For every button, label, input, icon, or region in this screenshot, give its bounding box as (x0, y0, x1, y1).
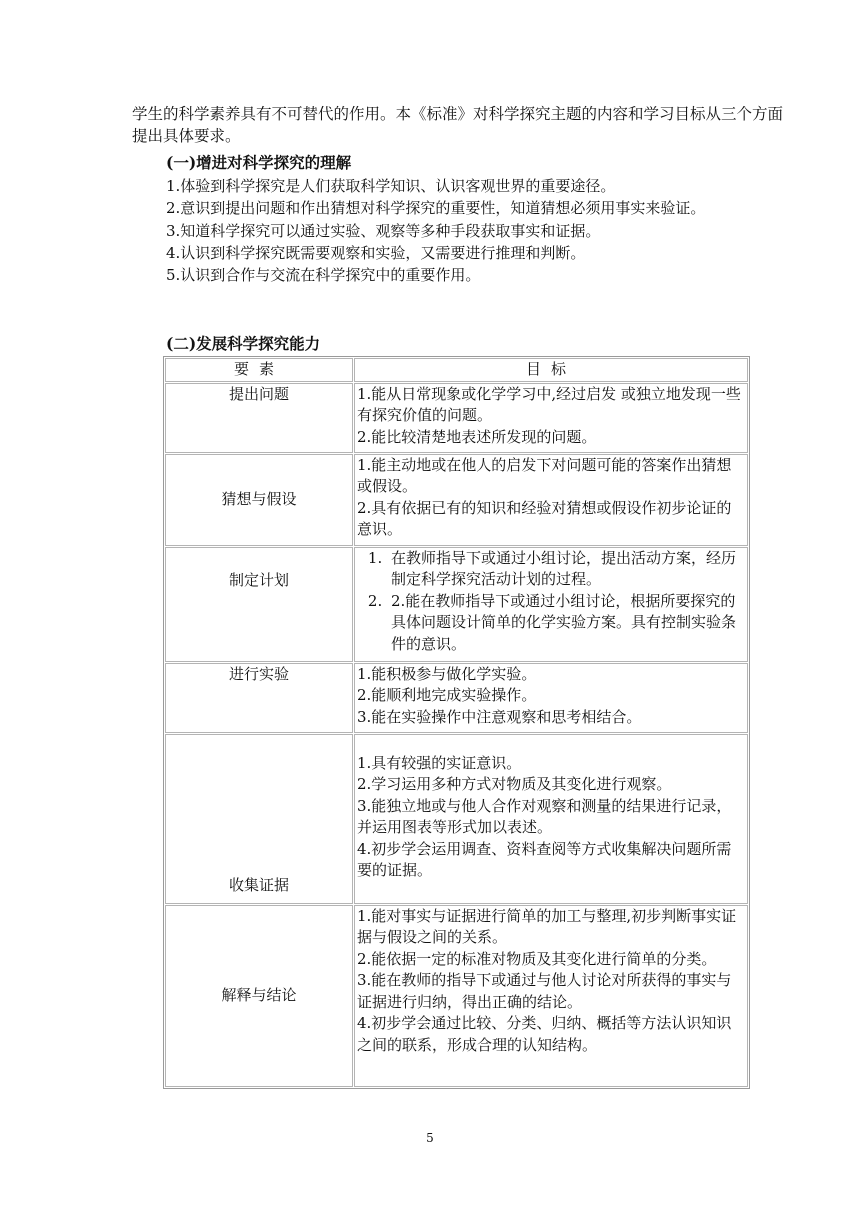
column-header-element: 要素 (165, 358, 353, 382)
goal-item: 1.能对事实与证据进行简单的加工与整理,初步判断事实证据与假设之间的关系。 (357, 906, 737, 946)
table-row (165, 547, 748, 662)
element-cell: 提出问题 (165, 383, 353, 453)
page-number: 5 (426, 1131, 434, 1145)
element-cell: 收集证据 (165, 734, 353, 904)
goals-cell (354, 383, 748, 453)
goal-item: 2.能比较清楚地表述所发现的问题。 (357, 427, 597, 446)
section-heading-understanding: (一)增进对科学探究的理解 (166, 153, 352, 172)
list-item: 2.意识到提出问题和作出猜想对科学探究的重要性，知道猜想必须用事实来验证。 (166, 199, 706, 218)
section-heading-ability: (二)发展科学探究能力 (166, 334, 321, 353)
table-row (165, 734, 748, 904)
goals-cell (354, 454, 748, 546)
element-cell: 制定计划 (165, 547, 353, 662)
list-item: 1.体验到科学探究是人们获取科学知识、认识客观世界的重要途径。 (166, 177, 616, 195)
goals-cell (354, 663, 748, 733)
goal-item: 4.初步学会运用调查、资料查阅等方式收集解决问题所需要的证据。 (357, 839, 732, 879)
element-cell: 解释与结论 (165, 905, 353, 1087)
table-row (165, 663, 748, 733)
table-row (165, 383, 748, 453)
goal-item: 1. 在教师指导下或通过小组讨论，提出活动方案，经历制定科学探究活动计划的过程。 (387, 548, 745, 591)
goal-item: 3.能独立地或与他人合作对观察和测量的结果进行记录，并运用图表等形式加以表述。 (357, 796, 732, 836)
goal-item: 1.能积极参与做化学实验。 (357, 664, 537, 683)
goal-item: 1.能从日常现象或化学学习中,经过启发 或独立地发现一些有探究价值的问题。 (357, 384, 741, 424)
intro-paragraph: 学生的科学素养具有不可替代的作用。本《标准》对科学探究主题的内容和学习目标从三个方面提出具体要求。 (132, 105, 784, 145)
goal-item: 2.能依据一定的标准对物质及其变化进行简单的分类。 (357, 949, 717, 968)
goals-cell (354, 547, 748, 662)
goal-item: 1.能主动地或在他人的启发下对问题可能的答案作出猜想或假设。 (357, 455, 732, 495)
table-header-row (165, 358, 748, 382)
goal-item: 4.初步学会通过比较、分类、归纳、概括等方法认识知识之间的联系，形成合理的认知结构。 (357, 1014, 732, 1054)
goals-cell (354, 734, 748, 904)
understanding-objectives-list (166, 175, 705, 286)
table-row (165, 454, 748, 546)
list-item: 3.知道科学探究可以通过实验、观察等多种手段获取事实和证据。 (166, 221, 601, 240)
list-item: 4.认识到科学探究既需要观察和实验，又需要进行推理和判断。 (166, 243, 586, 262)
plan-goal-list (357, 548, 745, 656)
goals-cell (354, 905, 748, 1087)
goal-item: 3.能在实验操作中注意观察和思考相结合。 (357, 707, 642, 726)
goal-item: 2.具有依据已有的知识和经验对猜想或假设作初步论证的意识。 (357, 498, 732, 538)
goal-item: 2.学习运用多种方式对物质及其变化进行观察。 (357, 775, 672, 793)
inquiry-ability-table (163, 356, 750, 1089)
goal-item: 3.能在教师的指导下或通过与他人讨论对所获得的事实与证据进行归纳，得出正确的结论。 (357, 971, 732, 1011)
list-item: 5.认识到合作与交流在科学探究中的重要作用。 (166, 266, 481, 285)
goal-item: 2. 2.能在教师指导下或通过小组讨论，根据所要探究的具体问题设计简单的化学实验方案。具有控制实验条件的意识。 (387, 591, 745, 656)
element-cell: 猜想与假设 (165, 454, 353, 546)
column-header-goal: 目标 (354, 358, 748, 382)
goal-item: 1.具有较强的实证意识。 (357, 753, 522, 772)
element-cell: 进行实验 (165, 663, 353, 733)
goal-item: 2.能顺利地完成实验操作。 (357, 686, 537, 704)
table-row (165, 905, 748, 1087)
